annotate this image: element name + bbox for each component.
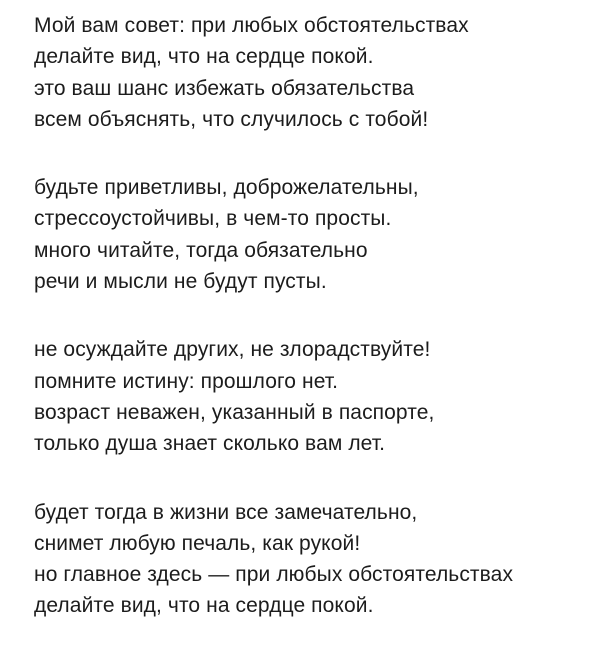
poem-line: много читайте, тогда обязательно xyxy=(34,238,368,262)
poem-line: всем объяснять, что случилось с тобой! xyxy=(34,107,429,131)
poem-line: но главное здесь — при любых обстоятельствах xyxy=(34,563,514,587)
poem-line: это ваш шанс избежать обязательства xyxy=(34,76,415,100)
poem-line: помните истину: прошлого нет. xyxy=(34,369,339,393)
poem-line: стрессоустойчивы, в чем-то просты. xyxy=(34,207,392,231)
poem-line: будет тогда в жизни все замечательно, xyxy=(34,500,418,524)
poem-line: снимет любую печаль, как рукой! xyxy=(34,531,361,555)
stanza-2 xyxy=(34,172,594,297)
stanza-3 xyxy=(34,334,594,459)
poem-line: возраст неважен, указанный в паспорте, xyxy=(34,400,435,424)
poem-line: делайте вид, что на сердце покой. xyxy=(34,45,374,69)
stanza-1 xyxy=(34,10,594,135)
poem-line: Мой вам совет: при любых обстоятельствах xyxy=(34,14,469,37)
poem-text xyxy=(34,10,594,659)
poem-line: не осуждайте других, не злорадствуйте! xyxy=(34,338,431,362)
poem-line: речи и мысли не будут пусты. xyxy=(34,270,327,294)
stanza-4 xyxy=(34,497,594,622)
poem-line: делайте вид, что на сердце покой. xyxy=(34,594,374,618)
poem-line: только душа знает сколько вам лет. xyxy=(34,432,386,456)
poem-line: будьте приветливы, доброжелательны, xyxy=(34,176,419,200)
